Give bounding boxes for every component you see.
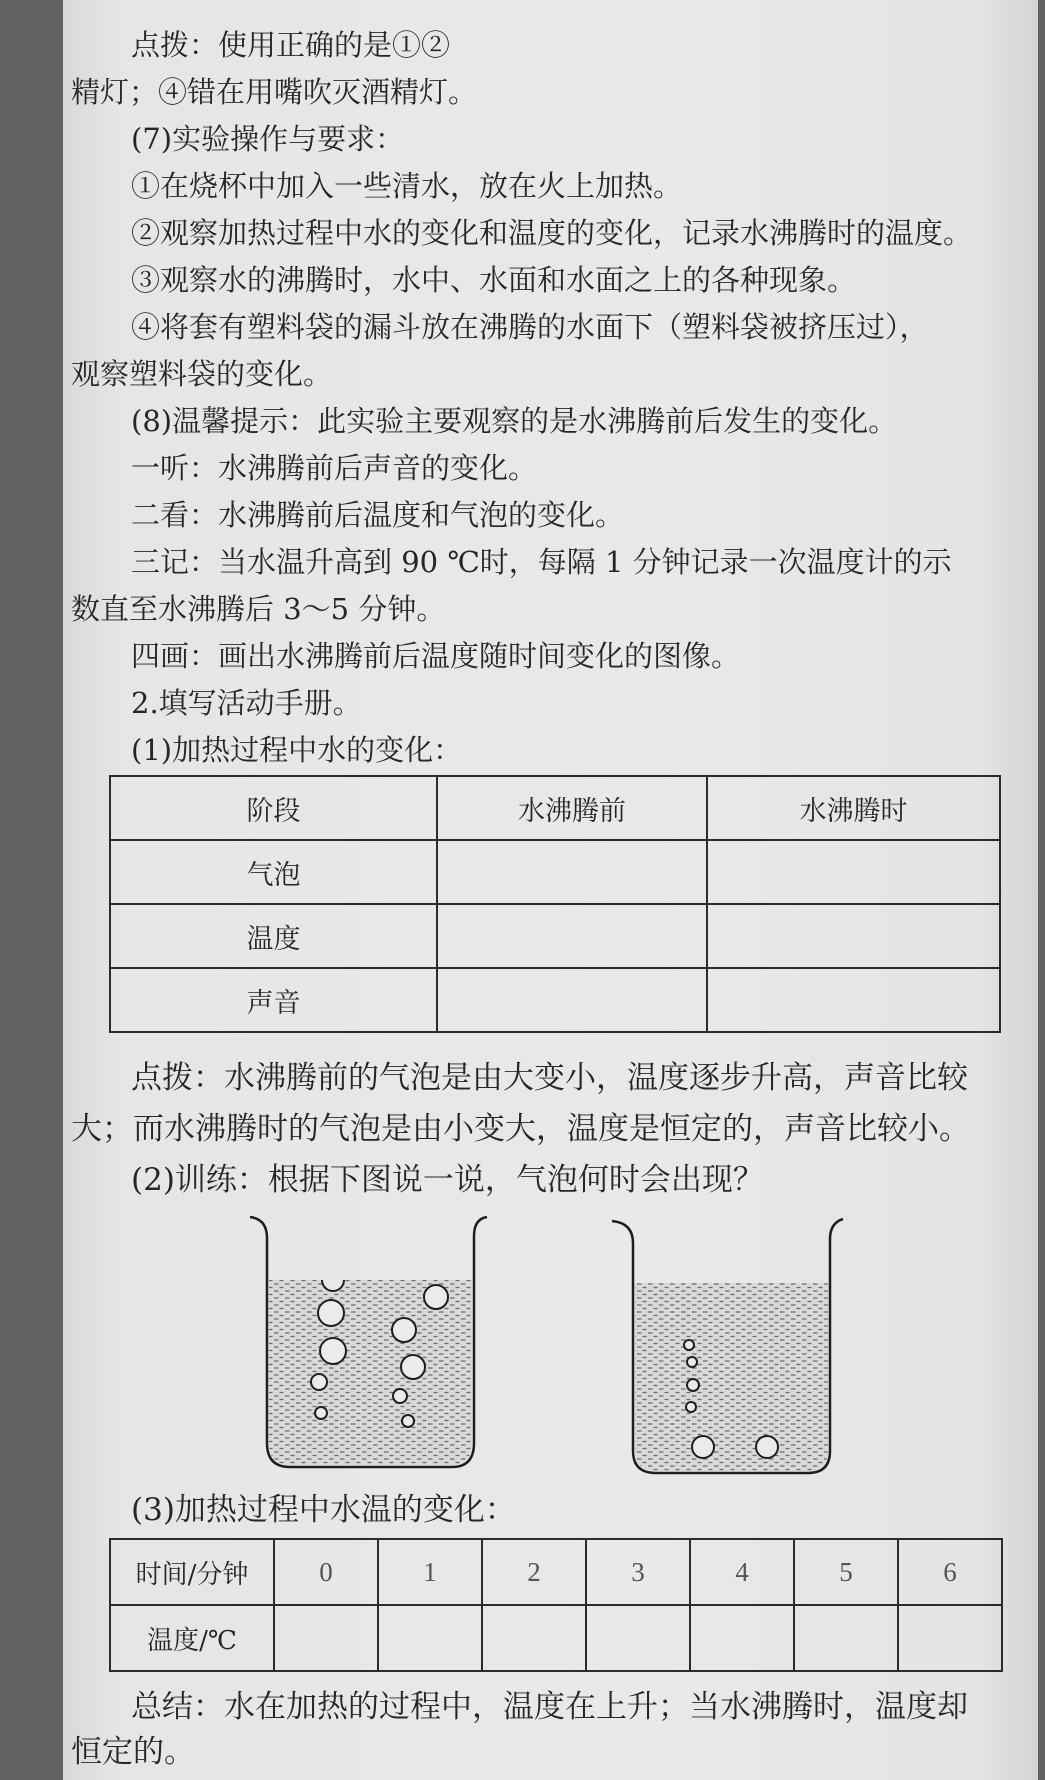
blank-cell [690,1605,794,1671]
bubble [311,1374,327,1390]
part3-block [71,1485,516,1535]
bubble [424,1285,448,1309]
water-temperature-table [109,1538,1003,1672]
step7-item-4-continued: 观察塑料袋的变化。 [71,357,333,391]
blank-cell [707,840,1000,904]
experiment-instructions [71,22,972,774]
tip-line-continued: 精灯；④错在用嘴吹灭酒精灯。 [71,75,478,109]
bubble [320,1338,346,1364]
bubble [692,1436,714,1458]
part3-title: (3)加热过程中水温的变化： [131,1492,516,1528]
beaker-boiling [250,1217,487,1467]
row-label-bubbles: 气泡 [110,840,437,904]
minute-0: 0 [274,1539,378,1605]
bubble [315,1407,327,1419]
beaker-illustration [240,1205,860,1490]
blank-cell [274,1605,378,1671]
section2-title: 2.填写活动手册。 [131,686,362,720]
bubble [686,1402,696,1412]
step7-heading: (7)实验操作与要求： [131,122,405,156]
bubble [401,1355,425,1379]
minute-3: 3 [586,1539,690,1605]
summary-line: 总结：水在加热的过程中，温度在上升；当水沸腾时，温度却 [131,1689,968,1725]
table-row [110,968,1000,1032]
row-label-temperature: 温度 [110,904,437,968]
step8-draw: 四画：画出水沸腾前后温度随时间变化的图像。 [131,639,741,673]
water-change-table [109,775,1001,1033]
step7-item-4: ④将套有塑料袋的漏斗放在沸腾的水面下（塑料袋被挤压过）， [131,310,929,344]
time-label: 时间/分钟 [110,1539,274,1605]
blank-cell [586,1605,690,1671]
blank-cell [707,904,1000,968]
table-row [110,1605,1002,1671]
blank-cell [437,904,707,968]
bubble [687,1357,697,1367]
minute-1: 1 [378,1539,482,1605]
table-row [110,776,1000,840]
tip-line-partial: 点拨：使用正确的是①② [131,28,451,62]
table-row [110,840,1000,904]
blank-cell [794,1605,898,1671]
table-row [110,904,1000,968]
step7-item-1: ①在烧杯中加入一些清水，放在火上加热。 [131,169,683,203]
step8-look: 二看：水沸腾前后温度和气泡的变化。 [131,498,625,532]
part2-title: (2)训练：根据下图说一说，气泡何时会出现？ [131,1162,764,1198]
bubble [392,1318,416,1342]
minute-5: 5 [794,1539,898,1605]
bubble [318,1300,344,1326]
step8-record-continued: 数直至水沸腾后 3～5 分钟。 [71,592,446,626]
step8-listen: 一听：水沸腾前后声音的变化。 [131,451,538,485]
bubble [402,1415,414,1427]
header-before-boiling: 水沸腾前 [437,776,707,840]
beaker-before-boiling [612,1219,843,1473]
step8-heading: (8)温馨提示：此实验主要观察的是水沸腾前后发生的变化。 [131,404,898,438]
blank-cell [898,1605,1002,1671]
water [635,1283,828,1471]
bubble [756,1436,778,1458]
minute-2: 2 [482,1539,586,1605]
bubble [687,1379,699,1391]
part1-tip-continued: 大；而水沸腾时的气泡是由小变大，温度是恒定的，声音比较小。 [71,1111,970,1147]
header-stage: 阶段 [110,776,437,840]
row-label-sound: 声音 [110,968,437,1032]
summary-line-continued: 恒定的。 [71,1734,195,1770]
temperature-label: 温度/℃ [110,1605,274,1671]
blank-cell [482,1605,586,1671]
textbook-page [63,0,1038,1780]
blank-cell [437,840,707,904]
table-row [110,1539,1002,1605]
step7-item-3: ③观察水的沸腾时，水中、水面和水面之上的各种现象。 [131,263,857,297]
step7-item-2: ②观察加热过程中水的变化和温度的变化，记录水沸腾时的温度。 [131,216,973,250]
part1-title: (1)加热过程中水的变化： [131,733,463,767]
step8-record: 三记：当水温升高到 90 ℃时，每隔 1 分钟记录一次温度计的示 [131,545,952,579]
minute-4: 4 [690,1539,794,1605]
blank-cell [378,1605,482,1671]
bubble [684,1340,694,1350]
bubble [393,1389,407,1403]
blank-cell [707,968,1000,1032]
header-while-boiling: 水沸腾时 [707,776,1000,840]
summary-block [71,1685,968,1775]
part1-tip: 点拨：水沸腾前的气泡是由大变小，温度逐步升高，声音比较 [131,1060,968,1096]
blank-cell [437,968,707,1032]
hint-and-training [71,1053,970,1206]
minute-6: 6 [898,1539,1002,1605]
